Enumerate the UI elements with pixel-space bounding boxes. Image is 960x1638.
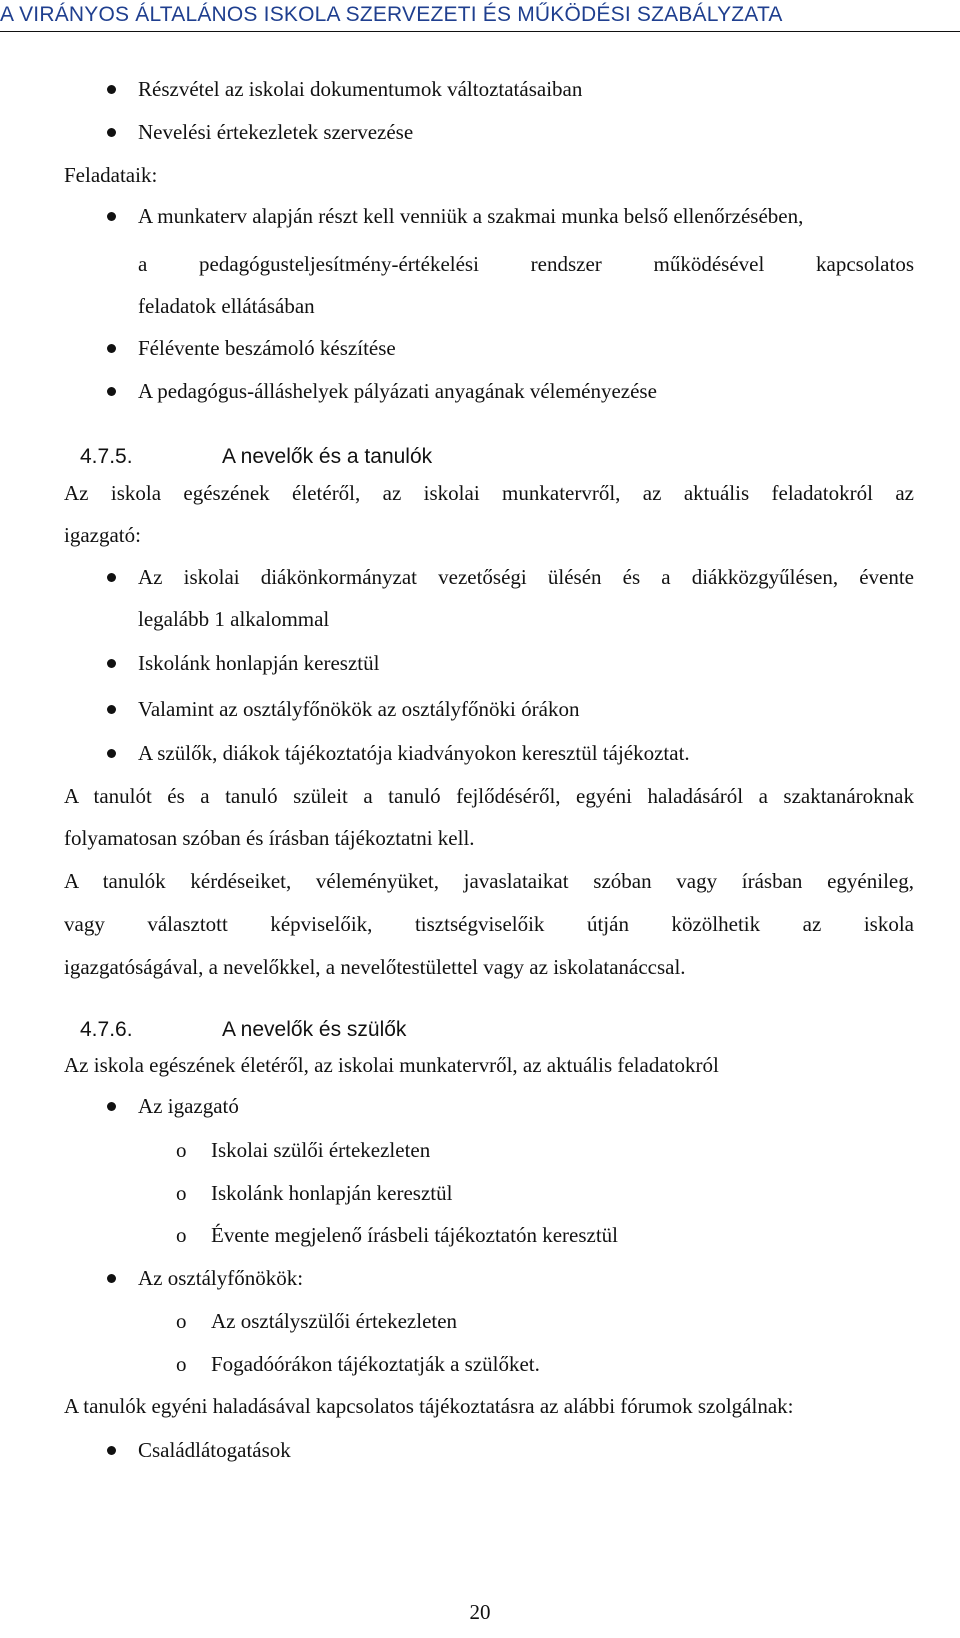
sub-bullet-icon: o [176, 1223, 187, 1247]
list-item: A munkaterv alapján részt kell venniük a szakmai munka belső ellenőrzésében, [138, 204, 804, 228]
list-item: Részvétel az iskolai dokumentumok változtatásaiban [138, 77, 583, 101]
section-number: 4.7.6. [80, 1018, 133, 1041]
paragraph-line: Az iskola egészének életéről, az iskolai munkatervről, az aktuális feladatokról [64, 1053, 719, 1077]
list-item: Családlátogatások [138, 1438, 291, 1462]
bullet-icon [107, 344, 116, 353]
list-item: Az igazgató [138, 1094, 239, 1118]
page-number: 20 [469, 1600, 491, 1624]
list-item: A pedagógus-álláshelyek pályázati anyagának véleményezése [138, 379, 657, 403]
bullet-icon [107, 573, 116, 582]
list-item: Valamint az osztályfőnökök az osztályfőnöki órákon [138, 697, 580, 721]
sub-list-item: Iskolai szülői értekezleten [211, 1138, 431, 1162]
header-title: A VIRÁNYOS ÁLTALÁNOS ISKOLA SZERVEZETI ÉS MŰKÖDÉSI SZABÁLYZATA [0, 3, 783, 26]
bullet-icon [107, 1274, 116, 1283]
section-heading [80, 444, 780, 472]
bullet-icon [107, 1102, 116, 1111]
sub-bullet-icon: o [176, 1352, 187, 1376]
bullet-icon [107, 705, 116, 714]
sub-bullet-icon: o [176, 1309, 187, 1333]
sub-list-item: Fogadóórákon tájékoztatják a szülőket. [211, 1352, 540, 1376]
bullet-icon [107, 85, 116, 94]
bullet-icon [107, 1446, 116, 1455]
bullet-icon [107, 659, 116, 668]
paragraph-line: A tanulók kérdéseiket, véleményüket, javaslataikat szóban vagy írásban egyénileg, [64, 869, 914, 893]
sub-list-item: Évente megjelenő írásbeli tájékoztatón keresztül [211, 1223, 618, 1247]
paragraph-line: Az iskola egészének életéről, az iskolai munkatervről, az aktuális feladatokról az [64, 481, 914, 505]
paragraph-line: vagy választott képviselőik, tisztségviselőik útján közölhetik az iskola [64, 912, 914, 936]
bullet-icon [107, 128, 116, 137]
section-title: A nevelők és szülők [222, 1018, 407, 1041]
list-item-continuation: feladatok ellátásában [138, 294, 315, 318]
paragraph-line: folyamatosan szóban és írásban tájékoztatni kell. [64, 826, 475, 850]
paragraph-line: igazgató: [64, 523, 141, 547]
paragraph-line: A tanulók egyéni haladásával kapcsolatos tájékoztatásra az alábbi fórumok szolgálnak: [64, 1394, 794, 1418]
bullet-icon [107, 212, 116, 221]
section-title: A nevelők és a tanulók [222, 445, 433, 468]
list-item: Iskolánk honlapján keresztül [138, 651, 380, 675]
sub-bullet-icon: o [176, 1181, 187, 1205]
section-heading [80, 1017, 780, 1045]
list-item: Nevelési értekezletek szervezése [138, 120, 414, 144]
section-number: 4.7.5. [80, 445, 133, 468]
sub-list-item: Az osztályszülői értekezleten [211, 1309, 458, 1333]
bullet-icon [107, 387, 116, 396]
list-item: A szülők, diákok tájékoztatója kiadványokon keresztül tájékoztat. [138, 741, 690, 765]
sub-bullet-icon: o [176, 1138, 187, 1162]
feladataik-label: Feladataik: [64, 163, 158, 187]
list-item-continuation: legalább 1 alkalommal [138, 607, 330, 631]
list-item: Félévente beszámoló készítése [138, 336, 396, 360]
list-item-continuation: a pedagógusteljesítmény-értékelési rendszer működésével kapcsolatos [138, 252, 914, 276]
paragraph-line: igazgatóságával, a nevelőkkel, a nevelőtestülettel vagy az iskolatanáccsal. [64, 955, 686, 979]
list-item: Az osztályfőnökök: [138, 1266, 304, 1290]
bullet-icon [107, 749, 116, 758]
list-item: Az iskolai diákönkormányzat vezetőségi ülésén és a diákközgyűlésen, évente [138, 565, 914, 589]
sub-list-item: Iskolánk honlapján keresztül [211, 1181, 453, 1205]
paragraph-line: A tanulót és a tanuló szüleit a tanuló fejlődéséről, egyéni haladásáról a szaktanároknak [64, 784, 914, 808]
